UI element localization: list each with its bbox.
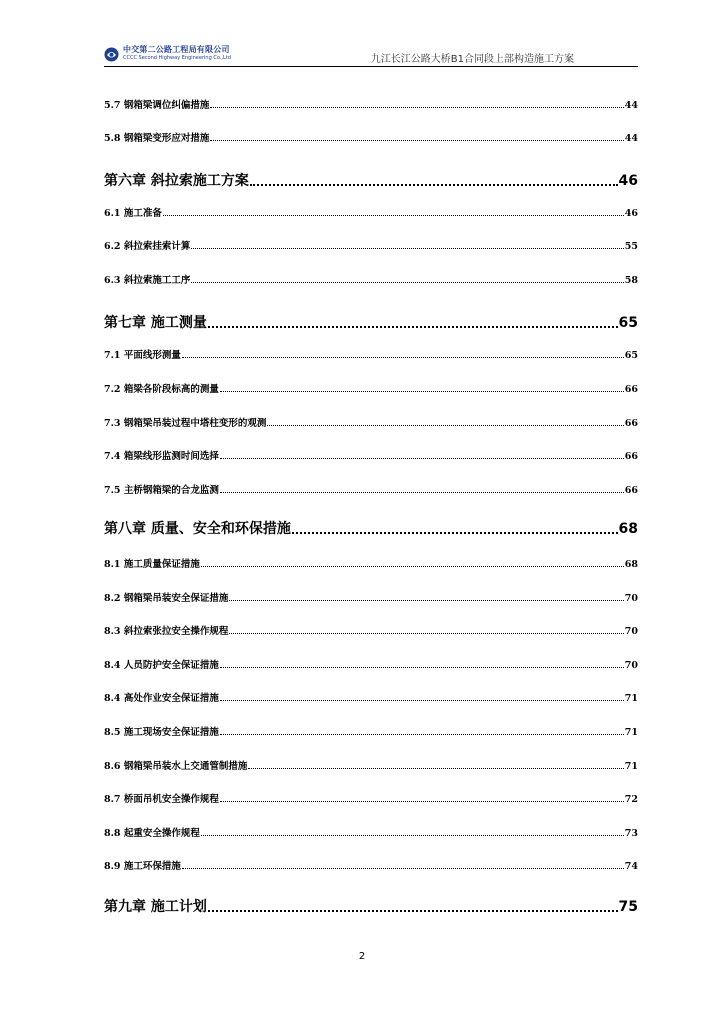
toc-entry-page: 66	[624, 451, 638, 462]
toc-entry[interactable]	[104, 858, 638, 872]
toc-chapter-entry[interactable]	[104, 170, 638, 190]
toc-entry-label: 8.4 高处作业安全保证措施	[104, 693, 219, 704]
dot-leader	[210, 139, 623, 141]
company-logo	[104, 44, 254, 64]
dot-leader	[220, 800, 624, 802]
toc-entry[interactable]	[104, 448, 638, 462]
dot-leader	[220, 733, 624, 735]
toc-entry[interactable]	[104, 690, 638, 704]
toc-entry[interactable]	[104, 758, 638, 772]
toc-entry-label: 6.1 施工准备	[104, 208, 162, 219]
toc-entry[interactable]	[104, 381, 638, 395]
toc-entry-label: 6.2 斜拉索挂索计算	[104, 241, 191, 252]
company-logo-icon	[104, 47, 119, 62]
dot-leader	[220, 390, 624, 392]
toc-entry-label: 8.9 施工环保措施	[104, 861, 181, 872]
toc-entry-page: 44	[624, 133, 638, 144]
toc-entry-label: 第六章 斜拉索施工方案	[104, 173, 249, 189]
toc-entry-label: 8.3 斜拉索张拉安全操作规程	[104, 626, 229, 637]
toc-entry-page: 65	[618, 315, 638, 331]
toc-entry-page: 70	[624, 593, 638, 604]
toc-entry-label: 8.5 施工现场安全保证措施	[104, 727, 219, 738]
toc-entry-page: 70	[624, 626, 638, 637]
toc-entry-label: 7.2 箱梁各阶段标高的测量	[104, 384, 219, 395]
toc-entry-label: 7.4 箱梁线形监测时间选择	[104, 451, 219, 462]
dot-leader	[201, 834, 624, 836]
toc-entry-page: 44	[624, 100, 638, 111]
toc-entry[interactable]	[104, 130, 638, 144]
toc-entry-label: 5.7 钢箱梁调位纠偏措施	[104, 100, 210, 111]
dot-leader	[220, 699, 624, 701]
toc-entry-label: 第九章 施工计划	[104, 899, 207, 915]
toc-entry-label: 7.5 主桥钢箱梁的合龙监测	[104, 485, 219, 496]
dot-leader	[267, 424, 623, 426]
toc-entry-page: 73	[624, 828, 638, 839]
toc-entry-label: 5.8 钢箱梁变形应对措施	[104, 133, 210, 144]
dot-leader	[182, 867, 624, 869]
toc-entry-page: 75	[618, 899, 638, 915]
toc-entry-page: 66	[624, 485, 638, 496]
toc-chapter-entry[interactable]	[104, 518, 638, 538]
toc-entry-label: 第八章 质量、安全和环保措施	[104, 521, 291, 537]
toc-entry-page: 66	[624, 384, 638, 395]
toc-entry-label: 8.1 施工质量保证措施	[104, 559, 200, 570]
dot-leader	[201, 565, 624, 567]
toc-entry[interactable]	[104, 238, 638, 252]
dot-leader	[182, 356, 624, 358]
toc-entry-label: 8.4 人员防护安全保证措施	[104, 660, 219, 671]
toc-entry-label: 8.7 桥面吊机安全操作规程	[104, 794, 219, 805]
toc-entry[interactable]	[104, 623, 638, 637]
dot-leader	[250, 183, 618, 186]
dot-leader	[208, 325, 618, 328]
dot-leader	[208, 909, 618, 912]
toc-entry[interactable]	[104, 415, 638, 429]
toc-entry[interactable]	[104, 272, 638, 286]
toc-entry-label: 8.6 钢箱梁吊装水上交通管制措施	[104, 761, 248, 772]
toc-entry-label: 7.3 钢箱梁吊装过程中塔柱变形的观测	[104, 418, 267, 429]
toc-entry-page: 46	[624, 208, 638, 219]
dot-leader	[292, 531, 618, 534]
toc-entry-page: 46	[618, 173, 638, 189]
toc-entry[interactable]	[104, 657, 638, 671]
toc-entry-page: 65	[624, 350, 638, 361]
toc-entry[interactable]	[104, 482, 638, 496]
dot-leader	[191, 247, 623, 249]
toc-entry[interactable]	[104, 347, 638, 361]
page-header	[104, 42, 638, 67]
dot-leader	[220, 491, 624, 493]
toc-entry-page: 72	[624, 794, 638, 805]
toc-entry-page: 71	[624, 761, 638, 772]
company-name-en: CCCC Second Highway Engineering Co.,Ltd	[123, 55, 231, 61]
dot-leader	[248, 767, 623, 769]
dot-leader	[191, 281, 623, 283]
toc-entry-page: 55	[624, 241, 638, 252]
toc-entry-page: 71	[624, 693, 638, 704]
document-title: 九江长江公路大桥B1合同段上部构造施工方案	[370, 54, 574, 65]
toc-entry[interactable]	[104, 556, 638, 570]
dot-leader	[220, 666, 624, 668]
toc-entry-page: 71	[624, 727, 638, 738]
toc-entry[interactable]	[104, 825, 638, 839]
toc-chapter-entry[interactable]	[104, 312, 638, 332]
toc-entry-label: 7.1 平面线形测量	[104, 350, 181, 361]
toc-entry[interactable]	[104, 724, 638, 738]
toc-entry-page: 70	[624, 660, 638, 671]
toc-entry-label: 8.2 钢箱梁吊装安全保证措施	[104, 593, 229, 604]
toc-entry-page: 66	[624, 418, 638, 429]
toc-chapter-entry[interactable]	[104, 896, 638, 916]
company-name-cn: 中交第二公路工程局有限公司	[123, 45, 230, 54]
dot-leader	[210, 106, 623, 108]
toc-entry-page: 74	[624, 861, 638, 872]
dot-leader	[229, 599, 623, 601]
toc-entry[interactable]	[104, 205, 638, 219]
dot-leader	[220, 457, 624, 459]
toc-entry-label: 8.8 起重安全操作规程	[104, 828, 200, 839]
toc-entry-page: 58	[624, 275, 638, 286]
dot-leader	[229, 632, 623, 634]
toc-entry[interactable]	[104, 590, 638, 604]
toc-entry-label: 第七章 施工测量	[104, 315, 207, 331]
toc-entry[interactable]	[104, 97, 638, 111]
toc-entry-page: 68	[624, 559, 638, 570]
toc-entry-page: 68	[618, 521, 638, 537]
toc-entry-label: 6.3 斜拉索施工工序	[104, 275, 191, 286]
page-number: 2	[358, 951, 366, 962]
toc-entry[interactable]	[104, 791, 638, 805]
dot-leader	[163, 214, 624, 216]
